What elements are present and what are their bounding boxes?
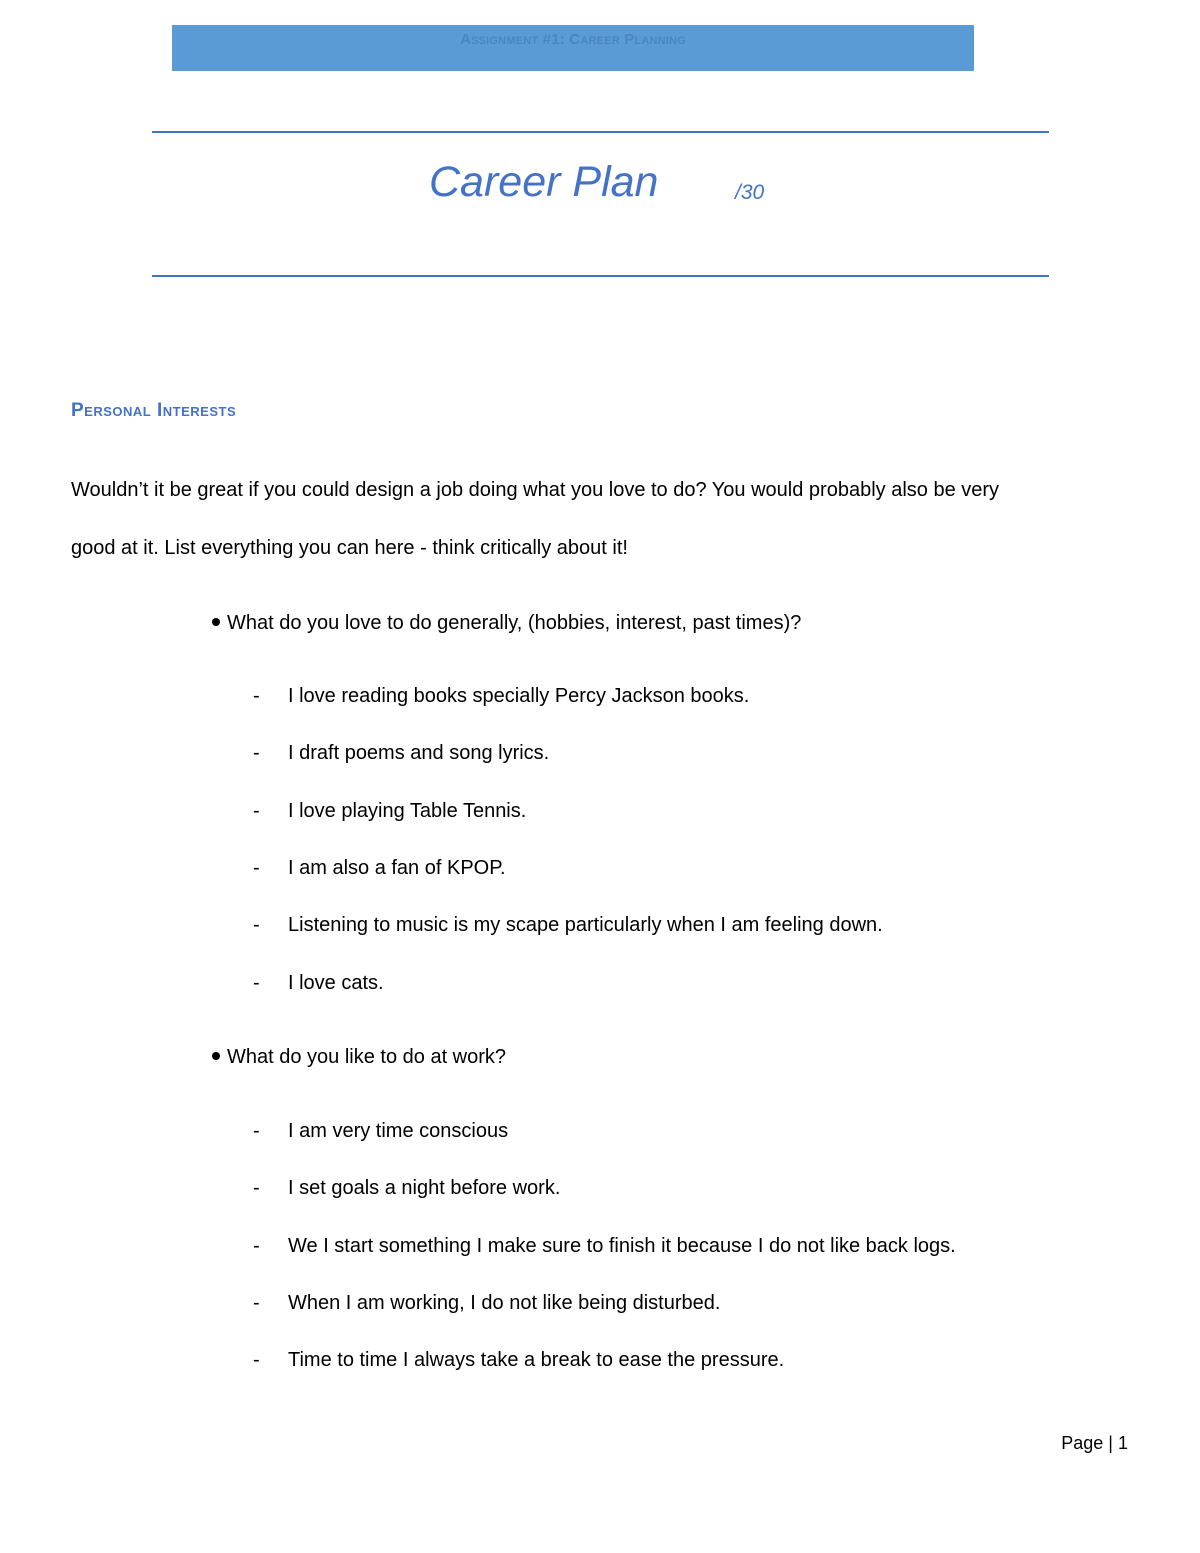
dash-marker: - xyxy=(253,972,260,994)
answer-text: I love playing Table Tennis. xyxy=(288,800,527,822)
intro-line-1: Wouldn’t it be great if you could design a job doing what you love to do? You would probably also be very xyxy=(71,479,1000,501)
list-item xyxy=(253,972,384,995)
dash-marker: - xyxy=(253,1235,260,1257)
dash-marker: - xyxy=(253,742,260,764)
list-item xyxy=(253,1120,508,1143)
question-text: What do you like to do at work? xyxy=(227,1046,507,1068)
answer-text: I love cats. xyxy=(288,972,384,994)
list-item xyxy=(253,857,506,880)
answer-text: When I am working, I do not like being disturbed. xyxy=(288,1292,721,1314)
page-title: Career Plan xyxy=(429,158,659,206)
dash-marker: - xyxy=(253,1349,260,1371)
answer-text: I love reading books specially Percy Jackson books. xyxy=(288,685,750,707)
section-heading: Personal Interests xyxy=(71,400,237,421)
question-2 xyxy=(212,1046,506,1069)
list-item xyxy=(253,1235,956,1258)
dash-marker: - xyxy=(253,1120,260,1142)
dash-marker: - xyxy=(253,800,260,822)
header-banner-text: Assignment #1: Career Planning xyxy=(460,31,686,48)
dash-marker: - xyxy=(253,1177,260,1199)
question-text: What do you love to do generally, (hobbies, interest, past times)? xyxy=(227,612,802,634)
answer-text: We I start something I make sure to finish it because I do not like back logs. xyxy=(288,1235,956,1257)
dash-marker: - xyxy=(253,914,260,936)
dash-marker: - xyxy=(253,685,260,707)
answer-text: Listening to music is my scape particularly when I am feeling down. xyxy=(288,914,883,936)
list-item xyxy=(253,1349,784,1372)
title-rule-top xyxy=(152,131,1049,133)
list-item xyxy=(253,1292,720,1315)
page-number: Page | 1 xyxy=(1061,1433,1128,1453)
dash-marker: - xyxy=(253,857,260,879)
answer-text: I am also a fan of KPOP. xyxy=(288,857,506,879)
answer-text: I am very time conscious xyxy=(288,1120,509,1142)
title-rule-bottom xyxy=(152,275,1049,277)
dash-marker: - xyxy=(253,1292,260,1314)
list-item xyxy=(253,1177,560,1200)
answer-text: I draft poems and song lyrics. xyxy=(288,742,550,764)
list-item xyxy=(253,685,749,708)
list-item xyxy=(253,742,549,765)
bullet-dot-icon xyxy=(212,618,220,626)
answer-text: Time to time I always take a break to ease the pressure. xyxy=(288,1349,785,1371)
bullet-dot-icon xyxy=(212,1052,220,1060)
answer-text: I set goals a night before work. xyxy=(288,1177,561,1199)
question-1 xyxy=(212,612,801,635)
list-item xyxy=(253,800,526,823)
list-item xyxy=(253,914,883,937)
intro-line-2: good at it. List everything you can here - think critically about it! xyxy=(71,537,628,559)
score-label: /30 xyxy=(735,181,765,204)
